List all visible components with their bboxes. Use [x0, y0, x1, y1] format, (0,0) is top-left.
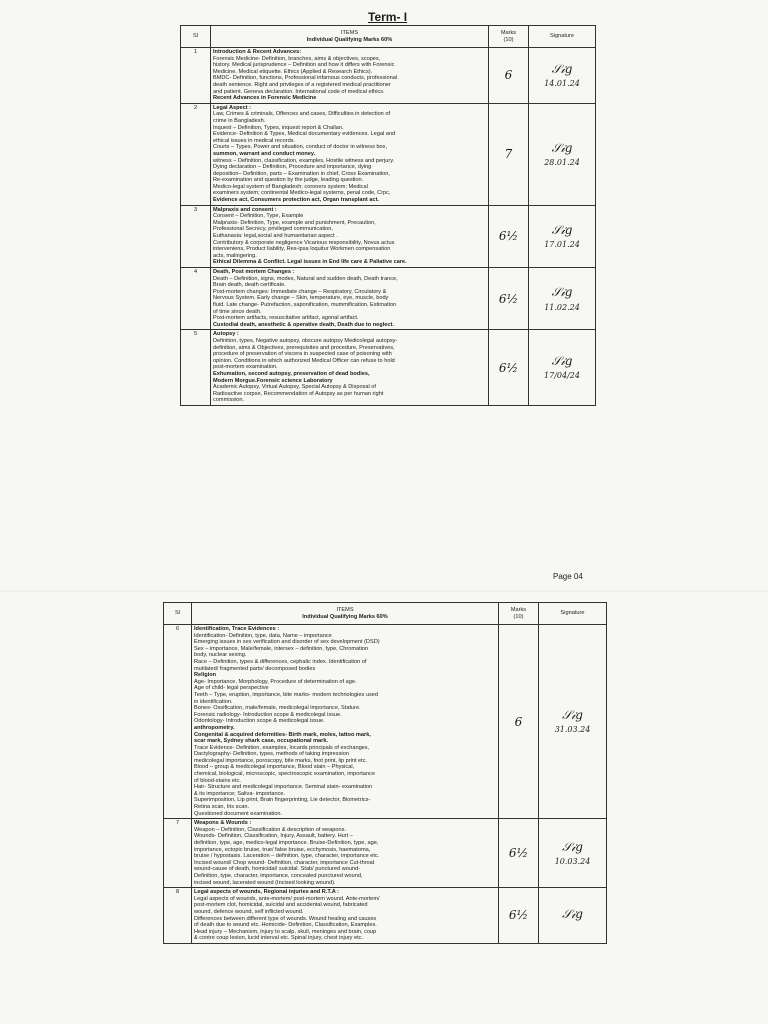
- item-line: Blood – group & medicolegal importance, Blood stain – Physical,: [194, 764, 355, 771]
- item-line: Weapon – Definition, Classification & description of weapons.: [194, 826, 346, 833]
- header-marks-sub: (10): [503, 36, 514, 43]
- item-line: post-mortem examination.: [213, 364, 278, 371]
- header-items: [192, 603, 499, 625]
- table-row: [181, 48, 596, 104]
- item-line: definition, type, age, medico-legal importance. Bruise-Definition, type, age,: [194, 840, 379, 846]
- item-line: Legal aspects of wounds, Regional injuries and R.T.A :: [194, 889, 339, 896]
- header-items-label: ITEMS: [336, 606, 354, 613]
- table-row: [181, 103, 596, 205]
- item-line: Age of child- legal perspective: [194, 685, 269, 692]
- item-line: Modern Morgue.Forensic science Laboratory: [213, 377, 333, 384]
- item-line: Legal Aspect :: [213, 104, 252, 111]
- item-line: Medico-legal system of Bangladesh; coroners system; Medical: [213, 183, 368, 190]
- item-line: Odontology- Introduction scope & medicolegal issue.: [194, 718, 325, 725]
- row-serial: 3: [181, 205, 211, 267]
- item-line: incised wound, lacerated wound (Incised looking wound).: [194, 879, 336, 886]
- row-serial: 8: [164, 888, 192, 944]
- signature-date: 31.03.24: [554, 725, 591, 735]
- item-line: Introduction & Recent Advances:: [213, 49, 302, 55]
- header-items-label: ITEMS: [340, 29, 359, 36]
- row-marks-cell: [499, 819, 539, 888]
- item-line: Malpraxis- Definition, Type, example and punishment, Precaution,: [213, 219, 376, 226]
- row-serial: 4: [181, 268, 211, 330]
- item-line: Retina scan, Iris scan.: [194, 804, 250, 811]
- item-line: Inquest – Definition, Types, inquest report & Challan.: [213, 124, 344, 131]
- document-page-2: [0, 592, 768, 1024]
- item-line: summon, warrant and conduct money.: [213, 150, 316, 157]
- row-items: [211, 103, 489, 205]
- header-sl: Sl: [164, 603, 192, 625]
- item-line: and patient. Geneva declaration. International code of medical ethics.: [213, 88, 385, 95]
- row-marks-cell: [489, 205, 529, 267]
- row-signature-cell: [529, 103, 596, 205]
- handwritten-marks: 6½: [508, 908, 529, 923]
- signature-date: 14.01.24: [544, 79, 580, 89]
- row-marks-cell: [489, 103, 529, 205]
- table-row: [164, 625, 607, 819]
- item-line: anthropometry.: [194, 724, 235, 731]
- item-line: definition, aims & Objectives, prerequisites and procedure, Preservatives,: [213, 344, 395, 351]
- item-line: bruise / hypostasis. Laceration – definition, type, character, importance etc.: [194, 853, 380, 860]
- row-items: [211, 330, 489, 406]
- handwritten-signature: 𝒮𝒾𝑔: [562, 708, 583, 723]
- item-line: fluid. Late change- Putrefaction, saponification, mummification. Estimation: [213, 301, 397, 308]
- item-line: Medicine. Medical etiquette. Ethics (Applied & Research Ethics).: [213, 68, 373, 75]
- header-sl: Sl: [181, 26, 211, 48]
- item-line: procedure of preservation of viscera in suspected case of poisoning with: [213, 351, 392, 358]
- item-line: examiners system; continental Medico-legal systems, penal code, Crpc,: [213, 190, 391, 197]
- header-marks-sub: (10): [513, 613, 524, 620]
- row-marks-cell: [489, 268, 529, 330]
- header-marks-label: Marks: [500, 29, 517, 36]
- item-line: post-mortem clot, homicidal, suicidal and accidental wound, fabricated: [194, 902, 368, 909]
- handwritten-signature: 𝒮𝒾𝑔: [562, 839, 583, 854]
- handwritten-signature: 𝒮𝒾𝑔: [551, 285, 573, 300]
- item-line: Hair- Structure and medicolegal importance. Seminal stain- examination: [194, 784, 373, 791]
- item-line: Head injury – Mechanism, injury to scalp, skull, meninges and brain, coup: [194, 928, 377, 935]
- handwritten-signature: 𝒮𝒾𝑔: [551, 62, 573, 77]
- table-row: [181, 268, 596, 330]
- row-items: [192, 819, 499, 888]
- item-line: opinion. Conditions in which authorized Medical Officer can refuse to hold: [213, 357, 395, 364]
- item-line: body, nuclear sexing.: [194, 652, 247, 659]
- header-signature: Signature: [529, 26, 596, 48]
- item-line: Definition, type, character, importance, concealed punctured wound,: [194, 872, 363, 879]
- item-line: & contre coup lesion, lucid interval etc. Spinal injury, chest injury etc.: [194, 935, 364, 942]
- item-line: acts, malingering.: [213, 252, 257, 259]
- handwritten-marks: 6½: [508, 846, 529, 861]
- item-line: of death due to wound etc. Homicide- Definition, Classification, Examples.: [194, 922, 377, 929]
- item-line: Death – Definition, signs, modes, Natural and sudden death, Death trance,: [213, 275, 398, 282]
- row-signature-cell: [529, 48, 596, 104]
- item-line: Legal aspects of wounds, ante-mortem/ post-mortem wound. Ante-mortem/: [194, 895, 380, 902]
- table-row: [164, 888, 607, 944]
- item-line: Age- Importance, Morphology, Procedure of determination of age.: [194, 678, 357, 685]
- handwritten-marks: 7: [504, 147, 513, 162]
- table-header-row: [181, 26, 596, 48]
- row-serial: 6: [164, 625, 192, 819]
- header-marks-label: Marks: [510, 606, 527, 613]
- item-line: Autopsy :: [213, 331, 239, 338]
- item-line: Teeth – Type, eruption, importance, bite marks- modern technologies used: [194, 691, 378, 698]
- item-line: Custodial death, anesthetic & operative death, Death due to neglect.: [213, 321, 394, 328]
- signature-date: 17/04/24: [544, 371, 580, 381]
- item-line: BMDC- Definition, functions, Professional infamous conducts, professional: [213, 75, 398, 82]
- item-line: Trace Evidence- Definition, examples, locards principals of exchanges,: [194, 744, 370, 751]
- item-line: Race – Definition, types & differences, cephalic index. Identification of: [194, 658, 367, 665]
- item-line: Dying declaration – Definition, Procedure and importance, dying: [213, 164, 372, 171]
- item-line: of blood-stains etc.: [194, 777, 241, 784]
- item-line: Contributory & corporate negligence Vicarious responsibility, Novus actus: [213, 239, 395, 246]
- header-items-sub: Individual Qualifying Marks 60%: [302, 613, 388, 620]
- item-line: Post-mortem changes: Immediate change – Respiratory, Circulatory &: [213, 288, 387, 295]
- item-line: witness – Definition, classification, examples, Hostile witness and perjury.: [213, 157, 395, 164]
- table-row: [164, 819, 607, 888]
- item-line: Radioactive corpse, Recommendation of Autopsy as per human right: [213, 390, 384, 397]
- table-row: [181, 330, 596, 406]
- header-marks: [489, 26, 529, 48]
- item-line: of time since death.: [213, 308, 262, 315]
- signature-date: 10.03.24: [554, 857, 591, 867]
- handwritten-signature: 𝒮𝒾𝑔: [551, 223, 573, 238]
- item-line: Congenital & acquired deformities- Birth mark, moles, tattoo mark,: [194, 731, 371, 738]
- row-signature-cell: [529, 268, 596, 330]
- item-line: Professional Secrecy, privileged communication,: [213, 226, 333, 233]
- row-marks-cell: [489, 330, 529, 406]
- row-items: [211, 205, 489, 267]
- item-line: ethical issues in medical records.: [213, 137, 296, 144]
- syllabus-table-1: [180, 25, 596, 406]
- row-items: [192, 888, 499, 944]
- handwritten-signature: 𝒮𝒾𝑔: [551, 354, 573, 369]
- item-line: Euthanasia: legal,social and humanitarian aspect .: [213, 233, 338, 240]
- signature-date: 17.01.24: [544, 240, 580, 250]
- row-signature-cell: [539, 819, 607, 888]
- item-line: death sentence. Right and privileges of a registered medical practitioner: [213, 81, 391, 88]
- header-items: [211, 26, 489, 48]
- item-line: deposition– Definition, parts – Examination in chief, Cross Examination,: [213, 170, 390, 177]
- row-serial: 5: [181, 330, 211, 406]
- item-line: chemical, biological, microscopic, spectroscopic examination, importance: [194, 771, 375, 778]
- item-line: interveniens, Product liability, Res-ipsa loquitur Workmen compensation: [213, 246, 391, 253]
- item-line: Re-examination and question by the judge, leading question.: [213, 177, 364, 184]
- item-line: Evidence- Definition & Types, Medical documentary evidences. Legal and: [213, 131, 396, 138]
- item-line: Forensic radiology- Introduction scope & medicolegal issue.: [194, 711, 342, 718]
- table-row: [181, 205, 596, 267]
- item-line: medicolegal importance, poroscopy, bite marks, foot print, lip print etc.: [194, 757, 368, 764]
- handwritten-marks: 6: [514, 714, 523, 729]
- syllabus-table-2: [163, 602, 607, 944]
- item-line: Evidence act, Consumers protection act, Organ transplant act.: [213, 197, 379, 204]
- header-signature: Signature: [539, 603, 607, 625]
- handwritten-signature: 𝒮𝒾𝑔: [562, 906, 583, 921]
- row-signature-cell: [529, 330, 596, 406]
- handwritten-marks: 6½: [498, 360, 519, 375]
- item-line: Law, Crimes & criminals, Offences and cases, Difficulties in detection of: [213, 111, 391, 118]
- item-line: Consent – Definition, Type, Example: [213, 213, 304, 220]
- item-line: commission.: [213, 397, 245, 404]
- item-line: mutilated/ fragmented parts/ decomposed bodies: [194, 665, 316, 672]
- item-line: Recent Advances in Forensic Medicine: [213, 95, 317, 102]
- item-line: Forensic Medicine- Definition, branches, aims & objectives, scopes,: [213, 55, 381, 62]
- item-line: Bones- Ossification, male/female, medicolegal importance, Stature.: [194, 705, 361, 712]
- item-line: Religion: [194, 672, 217, 679]
- term-title: Term- I: [368, 10, 408, 24]
- item-line: Superimposition, Lip print, Brain fingerprinting, Lie detector, Biometrics-: [194, 797, 371, 804]
- item-line: Dactylography- Definition, types, methods of taking impression: [194, 751, 349, 758]
- item-line: Exhumation, second autopsy, preservation of dead bodies,: [213, 370, 370, 377]
- row-signature-cell: [539, 888, 607, 944]
- item-line: Questioned document examination.: [194, 810, 283, 817]
- item-line: history. Medical jurisprudence – Definition and how it differs with Forensic: [213, 62, 395, 69]
- row-items: [211, 48, 489, 104]
- item-line: Post-mortem artifacts, resuscitative artifact, agonal artifact.: [213, 315, 359, 322]
- item-line: Academic Autopsy, Virtual Autopsy, Special Autopsy & Disposal of: [213, 384, 376, 391]
- item-line: Wounds- Definition, Classification, Injury, Assault, battery. Hurt –: [194, 833, 353, 840]
- item-line: Weapons & Wounds :: [194, 820, 252, 827]
- item-line: Identification- Definition, type, data, Name – importance: [194, 632, 332, 639]
- item-line: Ethical Dilemma & Conflict. Legal issues in End life care & Paliative care.: [213, 259, 407, 266]
- item-line: Courts – Types, Power and situation, conduct of doctor in witness box,: [213, 144, 388, 151]
- signature-date: 28.01.24: [544, 158, 580, 168]
- item-line: Identification, Trace Evidences :: [194, 626, 280, 632]
- header-marks: [499, 603, 539, 625]
- item-line: Incised wound/ Chop wound- Definition, character, importance Cut-throat: [194, 859, 375, 866]
- signature-date: 11.02.24: [544, 302, 580, 312]
- row-marks-cell: [499, 625, 539, 819]
- item-line: Emerging issues in sex verification and disorder of sex development (DSD): [194, 639, 380, 646]
- row-serial: 1: [181, 48, 211, 104]
- item-line: Brain death, death certificate.: [213, 282, 286, 289]
- item-line: wound, defence wound, self inflicted wound.: [194, 908, 304, 915]
- item-line: Nervous System. Early change – Skin, temperature, eye, muscle, body: [213, 295, 389, 302]
- row-items: [211, 268, 489, 330]
- row-items: [192, 625, 499, 819]
- table-header-row: [164, 603, 607, 625]
- handwritten-marks: 6: [504, 68, 513, 83]
- item-line: crime in Bangladesh.: [213, 117, 266, 124]
- item-line: Definition, types, Negative autopsy, obscure autopsy Medicolegal autopsy-: [213, 337, 398, 344]
- row-marks-cell: [499, 888, 539, 944]
- item-line: Malpraxis and consent :: [213, 206, 277, 213]
- item-line: wound-cause of death, homicidal/ suicidal. Stab/ punctured wound-: [194, 866, 361, 873]
- item-line: scar mark, Sydney shark case, occupational mark.: [194, 738, 329, 745]
- item-line: in identification.: [194, 698, 233, 705]
- item-line: Death, Post mortem Changes :: [213, 269, 295, 275]
- item-line: & its importance; Saliva- importance.: [194, 790, 286, 797]
- page-number: Page 04: [553, 572, 583, 581]
- row-signature-cell: [529, 205, 596, 267]
- row-marks-cell: [489, 48, 529, 104]
- handwritten-signature: 𝒮𝒾𝑔: [551, 140, 573, 155]
- item-line: importance, ectopic bruise, true/ false bruise, ecchymosis, haematoma,: [194, 846, 371, 853]
- row-signature-cell: [539, 625, 607, 819]
- row-serial: 2: [181, 103, 211, 205]
- item-line: Sex – importance, Male/female, intersex – definition, type, Chromation: [194, 645, 369, 652]
- header-items-sub: Individual Qualifying Marks 60%: [306, 36, 393, 43]
- handwritten-marks: 6½: [498, 291, 519, 306]
- handwritten-marks: 6½: [498, 229, 519, 244]
- row-serial: 7: [164, 819, 192, 888]
- item-line: Differences between different type of wounds. Wound healing and causes: [194, 915, 377, 922]
